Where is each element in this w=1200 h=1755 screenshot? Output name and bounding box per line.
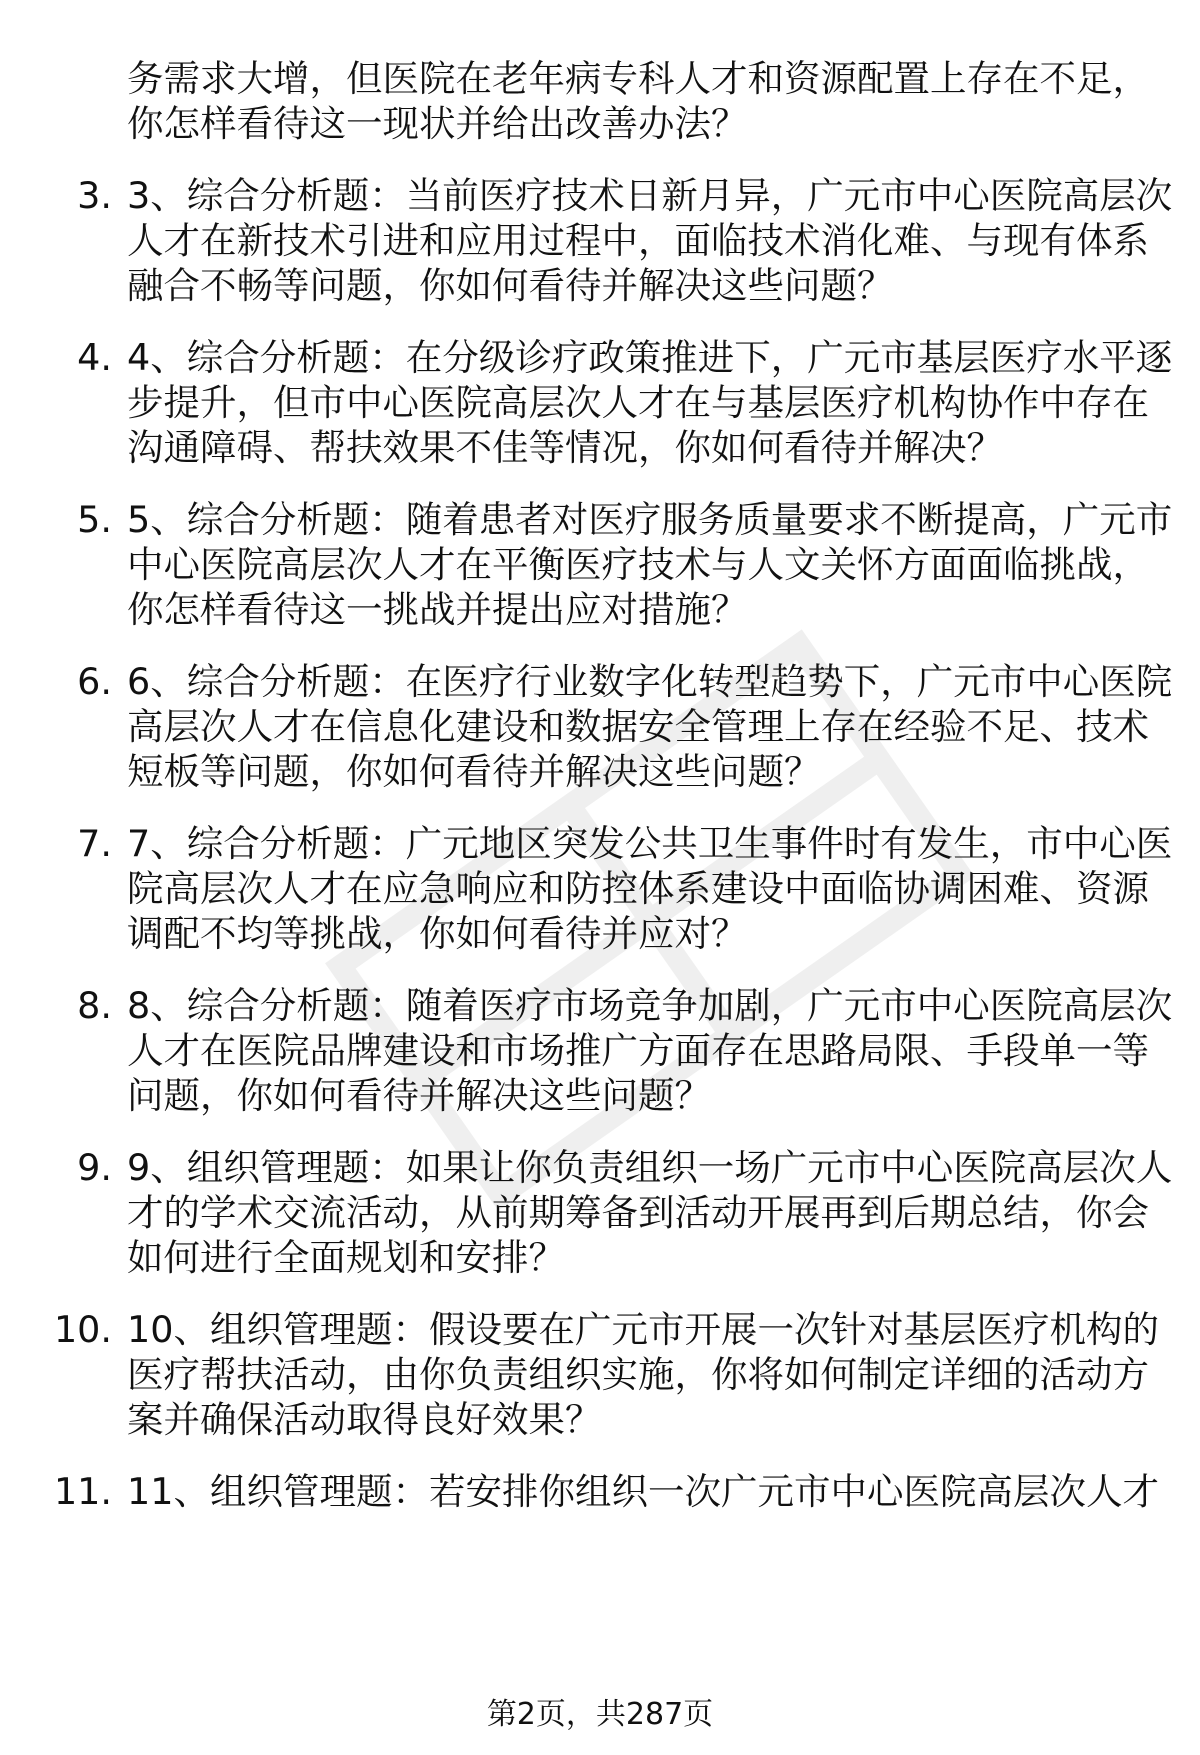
item-text [127,173,1173,308]
text-line: 如何进行全面规划和安排？ [127,1236,565,1279]
item-number: 3. [77,174,112,217]
item-text [127,983,1173,1118]
item-text [127,1469,1167,1514]
text-line: 人才在新技术引进和应用过程中，面临技术消化难、与现有体系 [127,219,1149,262]
text-line: 短板等问题，你如何看待并解决这些问题？ [127,750,821,793]
text-line: 7、综合分析题：广元地区突发公共卫生事件时有发生，市中心医 [127,822,1173,865]
text-line: 沟通障碍、帮扶效果不佳等情况，你如何看待并解决？ [127,426,1003,469]
question-2-continuation [127,56,1167,146]
text-line: 融合不畅等问题，你如何看待并解决这些问题？ [127,264,894,307]
text-line: 高层次人才在信息化建设和数据安全管理上存在经验不足、技术 [127,705,1149,748]
text-line: 8、综合分析题：随着医疗市场竞争加剧，广元市中心医院高层次 [127,984,1173,1027]
text-line: 才的学术交流活动，从前期筹备到活动开展再到后期总结，你会 [127,1191,1149,1234]
item-text [127,1145,1173,1280]
text-line: 10、组织管理题：假设要在广元市开展一次针对基层医疗机构的 [127,1308,1159,1351]
text-line: 调配不均等挑战，你如何看待并应对？ [127,912,748,955]
item-number: 11. [53,1470,112,1513]
text-line: 5、综合分析题：随着患者对医疗服务质量要求不断提高，广元市 [127,498,1173,541]
item-text [127,1307,1167,1442]
text-line: 6、综合分析题：在医疗行业数字化转型趋势下，广元市中心医院 [127,660,1173,703]
item-text [127,659,1173,794]
item-text [127,821,1173,956]
item-number: 4. [77,336,112,379]
item-number: 7. [77,822,112,865]
text-line: 步提升，但市中心医院高层次人才在与基层医疗机构协作中存在 [127,381,1149,424]
text-line: 人才在医院品牌建设和市场推广方面存在思路局限、手段单一等 [127,1029,1149,1072]
text-line: 医疗帮扶活动，由你负责组织实施，你将如何制定详细的活动方 [127,1353,1149,1396]
text-line: 9、组织管理题：如果让你负责组织一场广元市中心医院高层次人 [127,1146,1173,1189]
text-line: 中心医院高层次人才在平衡医疗技术与人文关怀方面面临挑战， [127,543,1149,586]
text-line: 问题，你如何看待并解决这些问题？ [127,1074,711,1117]
text-line: 你怎样看待这一挑战并提出应对措施？ [127,588,748,631]
item-number: 9. [77,1146,112,1189]
item-number: 8. [77,984,112,1027]
text-line: 4、综合分析题：在分级诊疗政策推进下，广元市基层医疗水平逐 [127,336,1173,379]
text-line: 你怎样看待这一现状并给出改善办法？ [127,102,748,145]
text-line: 案并确保活动取得良好效果？ [127,1398,602,1441]
item-number: 6. [77,660,112,703]
item-number: 10. [53,1308,112,1351]
item-text [127,497,1173,632]
item-text [127,335,1173,470]
text-line: 务需求大增，但医院在老年病专科人才和资源配置上存在不足， [127,57,1149,100]
text-line: 11、组织管理题：若安排你组织一次广元市中心医院高层次人才 [127,1470,1159,1513]
text-line: 3、综合分析题：当前医疗技术日新月异，广元市中心医院高层次 [127,174,1173,217]
item-number: 5. [77,498,112,541]
page-footer: 第2页，共287页 [486,1697,714,1732]
text-line: 院高层次人才在应急响应和防控体系建设中面临协调困难、资源 [127,867,1149,910]
